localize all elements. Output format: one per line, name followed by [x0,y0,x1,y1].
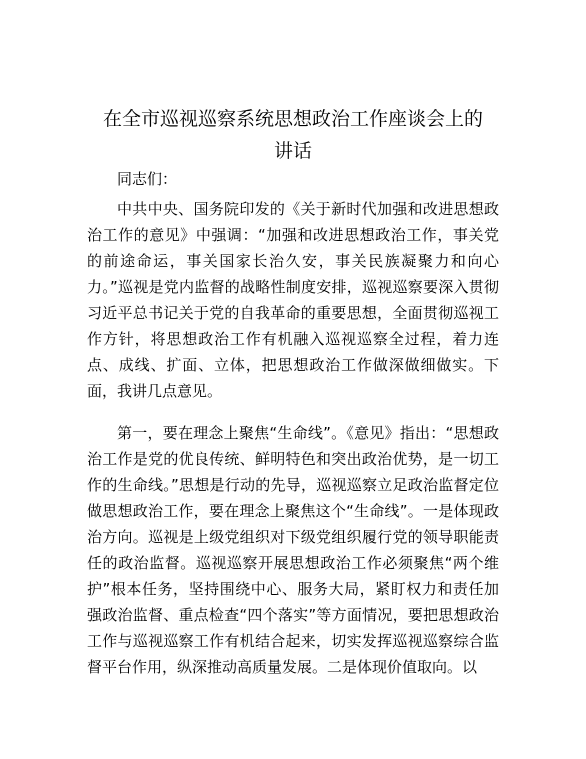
title-line-1: 在全市巡视巡察系统思想政治工作座谈会上的 [102,108,483,130]
paragraph-intro: 中共中央、国务院印发的《关于新时代加强和改进思想政治工作的意见》中强调：“加强和改进思想政治工作，事关党的前途命运，事关国家长治久安，事关民族凝聚力和向心力。”巡视是党内监督的战略性制度安排，巡视巡察要深入贯彻习近平总书记关于党的自我革命的重要思想，全面贯彻巡视工作方针，将思想政治工作有机融入巡视巡察全过程，着力连点、成线、扩面、立体，把思想政治工作做深做细做实。下面，我讲几点意见。 [87,200,499,400]
title-line-2: 讲话 [273,140,312,162]
paragraph-first-point: 第一，要在理念上聚焦“生命线”。《意见》指出：“思想政治工作是党的优良传统、鲜明特色和突出政治优势，是一切工作的生命线。”思想是行动的先导，巡视巡察立足政治监督定位做思想政治工作，要在理念上聚焦这个“生命线”。一是体现政治方向。巡视是上级党组织对下级党组织履行党的领导职能责任的政治监督。巡视巡察开展思想政治工作必须聚焦“两个维护”根本任务，坚持围绕中心、服务大局，紧盯权力和责任加强政治监督、重点检查“四个落实”等方面情况，要把思想政治工作与巡视巡察工作有机结合起来，切实发挥巡视巡察综合监督平台作用，纵深推动高质量发展。二是体现价值取向。以 [87,424,499,676]
document-title [60,103,526,167]
greeting: 同志们： [117,170,178,188]
